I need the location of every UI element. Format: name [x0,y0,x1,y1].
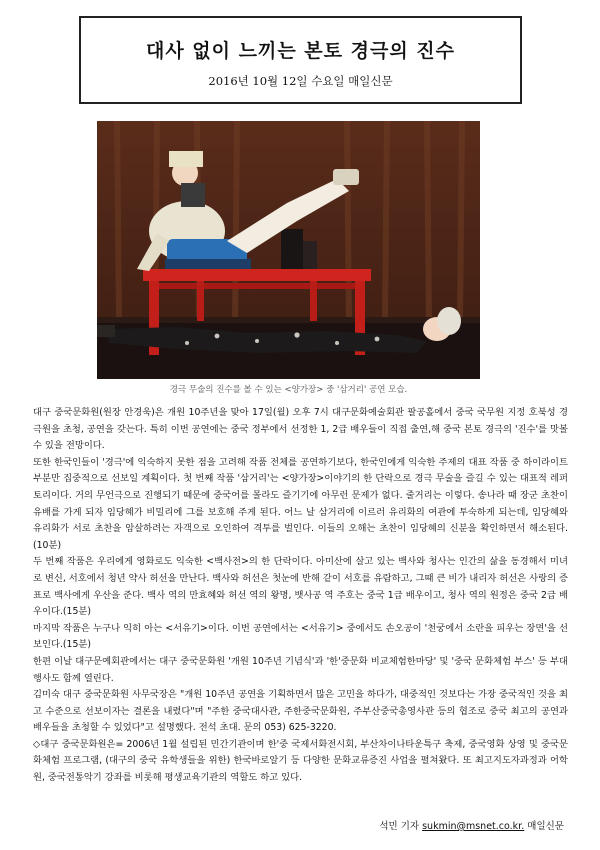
article-paragraph: 또한 한국인들이 '경극'에 익숙하지 못한 점을 고려해 작품 전체를 공연하기보다, 한국인에게 익숙한 주제의 대표 작품 중 하이라이트 부분만 집중적으로 선보일 계획이다. 첫 번째 작품 '삼거리'는 <양가장>이야기의 한 단락으로 경극 무술을 즐길 수 있는 대표적 레퍼토리이다. 거의 무언극으로 진행되기 때문에 중국어를 몰라도 즐기기에 아무런 문제가 없다. 줄거리는 이렇다. 송나라 때 장군 초찬이 유배를 가게 되자 임당혜가 비밀리에 그를 보호해 주게 된다. 어느 날 삼거리에 이르러 유리화의 여관에 투숙하게 되는데, 임당혜와 유리화가 서로 초찬을 암살하려는 자객으로 오인하여 격투를 벌인다. 이들의 오해는 초찬이 임당혜의 신분을 확인하면서 해소된다.(10분) [33,456,568,551]
article-paragraph: 두 번째 작품은 우리에게 영화로도 익숙한 <백사전>의 한 단락이다. 아미산에 살고 있는 백사와 청사는 인간의 삶을 동경해서 미녀로 변신, 서호에서 청년 약사 허선을 만난다. 백사와 허선은 첫눈에 반해 같이 서호를 유람하고, 그때 큰 비가 내리자 허선은 사랑의 증표로 백사에게 우산을 준다. 백사 역의 만효혜와 허선 역의 왕명, 뱃사공 역 주호는 중국 1급 배우이고, 청사 역의 원정은 중국 2급 배우이다.(15분) [33,556,568,618]
article-paragraph: 마지막 작품은 누구나 익히 아는 <서유기>이다. 이번 공연에서는 <서유기> 중에서도 손오공이 '천궁에서 소란을 피우는 장면'을 선보인다.(15분) [33,622,568,651]
headline-box [79,16,522,104]
byline [379,818,564,832]
reporter-name: 석민 기자 [379,821,420,832]
photo-caption: 경극 무술의 진수를 볼 수 있는 <양가장> 중 '삼거리' 공연 모습. [169,385,408,395]
dateline: 2016년 10월 12일 수요일 매일신문 [208,74,393,88]
article-paragraph: 한편 이날 대구문예회관에서는 대구 중국문화원 '개원 10주년 기념식'과 '한'중문화 비교체험한마당' 및 '중국 문화체험 부스' 등 부대행사도 함께 열린다. [33,655,568,684]
article-paragraph: ◇대구 중국문화원은= 2006년 1월 설립된 민간기관이며 한'중 국제서화전시회, 부산차이나타운특구 축제, 중국영화 상영 및 중국문화체험 프로그램, (대구의 중국 유학생들을 위한) 한국바로알기 등 다양한 문화교류증진 사업을 펼쳐왔다. 또 최고지도자과정과 어학원, 중국전통악기 강좌를 비롯해 평생교육기관의 역할도 하고 있다. [33,738,568,784]
performance-photo [97,121,480,379]
article-body [33,405,568,787]
reporter-email-link[interactable]: sukmin@msnet.co.kr. [422,821,525,832]
outlet-name: 매일신문 [527,821,564,832]
performance-photo-illustration [97,121,480,379]
article-paragraph: 대구 중국문화원(원장 안경욱)은 개원 10주년을 맞아 17일(월) 오후 7시 대구문화예술회관 팔공홀에서 중국 국무원 지정 호북성 경극원을 초청, 공연을 갖는다. 특히 이번 공연에는 중국 정부에서 선정한 1, 2급 배우들이 직접 출연,해 중국 본토 경극의 '진수'를 맛볼 수 있을 전망이다. [33,407,568,452]
headline: 대사 없이 느끼는 본토 경극의 진수 [145,40,456,62]
article-paragraph: 김미숙 대구 중국문화원 사무국장은 "개원 10주년 공연을 기획하면서 많은 고민을 하다가, 대중적인 것보다는 가장 중국적인 것을 최고 수준으로 선보이자는 결론을 내렸다"며 "주한 중국대사관, 주한중국문화원, 주부산중국총영사관 등의 협조로 중국 최고의 공연과 배우들을 초청할 수 있었다"고 설명했다. 전석 초대. 문의 053) 625-3220. [33,689,568,734]
